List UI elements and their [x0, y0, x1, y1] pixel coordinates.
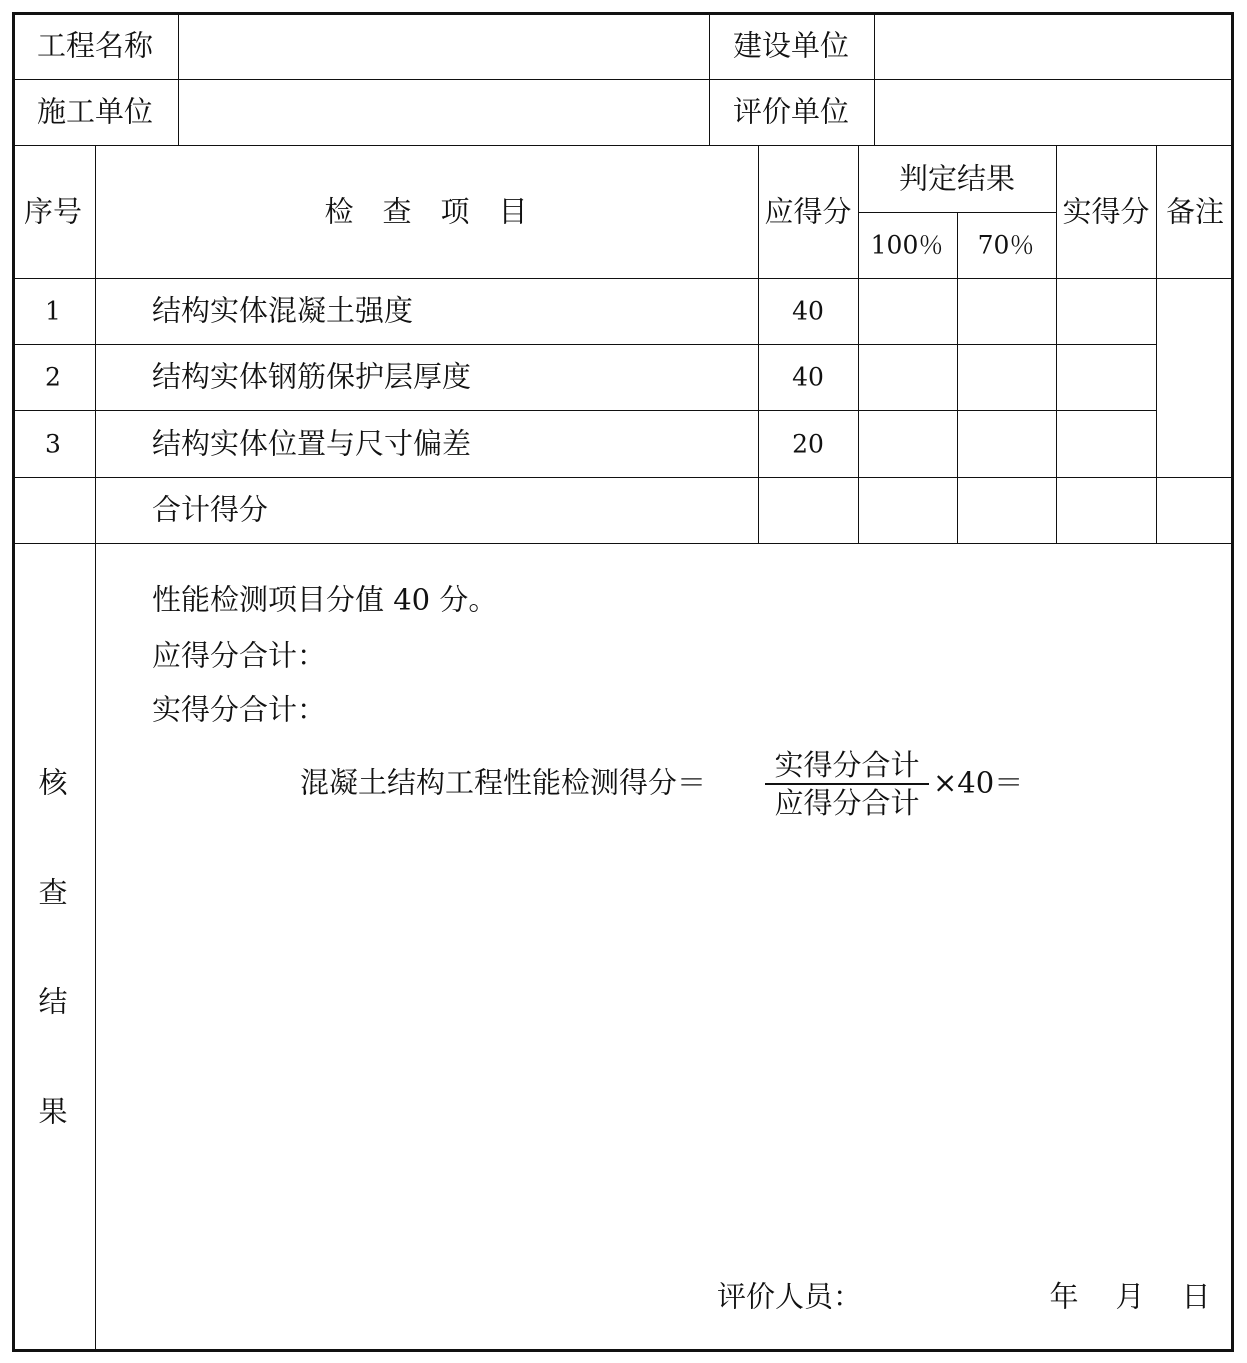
construction-unit-label: 建设单位 [732, 28, 850, 63]
actual-score-total: 实得分合计： [152, 692, 327, 727]
due-score-header: 应得分 [764, 194, 852, 229]
formula-denominator: 应得分合计 [774, 785, 920, 820]
rule-v-header1 [178, 12, 179, 146]
check-label-char-1: 核 [38, 765, 68, 800]
evaluator-unit-label: 评价单位 [732, 94, 850, 129]
check-label-char-4: 果 [38, 1094, 68, 1129]
rule-v-judge [1056, 145, 1057, 544]
due-score-total: 应得分合计： [152, 638, 327, 673]
pct100-header: 100％ [870, 230, 944, 260]
row-1-score: 40 [792, 296, 824, 326]
rule-h2 [12, 145, 1234, 146]
rule-h8 [12, 543, 1234, 544]
row-1-item: 结构实体混凝土强度 [152, 293, 414, 328]
rule-h4 [12, 278, 1234, 279]
row-3-item: 结构实体位置与尺寸偏差 [152, 426, 472, 461]
total-label: 合计得分 [152, 492, 269, 527]
judgement-header: 判定结果 [898, 161, 1016, 196]
formula-fraction [765, 749, 929, 819]
form-border [12, 12, 1234, 1352]
row-3-score: 20 [792, 429, 824, 459]
formula-numerator: 实得分合计 [774, 748, 920, 782]
rule-v-item [758, 145, 759, 544]
fraction-bar [765, 783, 929, 785]
performance-score-note: 性能检测项目分值 40 分。 [152, 582, 498, 617]
rule-h7 [12, 477, 1234, 478]
rule-v-header2 [709, 12, 710, 146]
rule-v-header3 [874, 12, 875, 146]
date-month: 月 [1115, 1279, 1145, 1314]
formula-lhs: 混凝土结构工程性能检测得分＝ [300, 765, 707, 800]
check-label-char-2: 查 [38, 875, 68, 910]
date-year: 年 [1049, 1279, 1079, 1314]
pct70-header: 70％ [977, 230, 1035, 260]
check-label-char-3: 结 [38, 984, 68, 1019]
rule-h1 [12, 79, 1234, 80]
item-header: 检 查 项 目 [324, 194, 528, 229]
row-3-seq: 3 [45, 429, 61, 459]
row-1-seq: 1 [45, 296, 61, 326]
rule-v-actual [1156, 145, 1157, 544]
rule-h6 [12, 410, 1156, 411]
rule-v-seq [95, 145, 96, 1352]
seq-header: 序号 [23, 194, 83, 229]
row-2-score: 40 [792, 362, 824, 392]
date-day: 日 [1181, 1279, 1211, 1314]
remark-header: 备注 [1165, 194, 1225, 229]
formula-rhs: ×40＝ [933, 765, 1024, 800]
project-name-label: 工程名称 [36, 28, 154, 63]
rule-v-pct [957, 212, 958, 544]
rule-h5 [12, 344, 1156, 345]
evaluator-label: 评价人员： [717, 1279, 863, 1314]
builder-label: 施工单位 [36, 94, 154, 129]
actual-score-header: 实得分 [1062, 194, 1150, 229]
rule-v-due [858, 145, 859, 544]
row-2-seq: 2 [45, 362, 61, 392]
row-2-item: 结构实体钢筋保护层厚度 [152, 359, 472, 394]
